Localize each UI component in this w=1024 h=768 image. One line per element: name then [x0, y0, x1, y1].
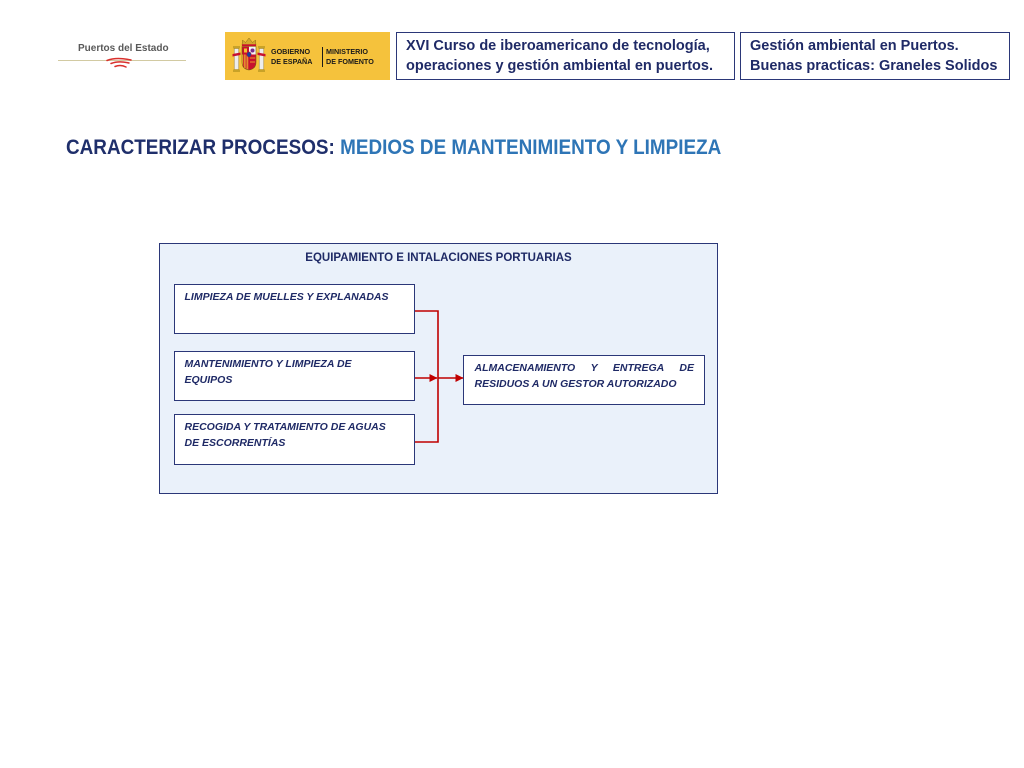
gobierno-label: [271, 47, 312, 67]
coat-of-arms-shield: [242, 47, 256, 71]
ministerio-label-line2: DE FOMENTO: [326, 57, 374, 66]
topic-title-line2: Buenas practicas: Graneles Solidos: [750, 58, 998, 74]
target-box-label-line2: RESIDUOS A UN GESTOR AUTORIZADO: [474, 378, 677, 390]
topic-title-line1: Gestión ambiental en Puertos.: [750, 38, 959, 54]
coat-of-arms-pillar-right: [258, 46, 266, 72]
process-box-limpieza-muelles: [174, 284, 415, 334]
ministerio-label: [326, 47, 374, 67]
process-box-label-line1: RECOGIDA Y TRATAMIENTO DE AGUAS: [184, 420, 386, 433]
process-box-label-line2: EQUIPOS: [184, 373, 233, 386]
topic-title-box: [740, 32, 1010, 80]
course-title-line2: operaciones y gestión ambiental en puertos.: [406, 58, 713, 74]
target-box-label-line1: ALMACENAMIENTO Y ENTREGA DE: [474, 362, 694, 374]
course-title-line1: XVI Curso de iberoamericano de tecnología,: [406, 38, 710, 54]
target-box-almacenamiento-residuos: [463, 355, 705, 405]
slide-title-prefix: CARACTERIZAR PROCESOS:: [66, 136, 335, 159]
slide-title-highlight: MEDIOS DE MANTENIMIENTO Y LIMPIEZA: [340, 136, 722, 159]
coat-of-arms-icon: [232, 36, 266, 76]
logo-separator: [322, 47, 323, 67]
process-box-recogida-aguas: [174, 414, 415, 465]
gobierno-label-line1: GOBIERNO: [271, 47, 311, 56]
process-box-label-line2: DE ESCORRENTÍAS: [184, 436, 286, 449]
diagram-heading: EQUIPAMIENTO E INTALACIONES PORTUARIAS: [305, 252, 572, 264]
process-box-mantenimiento-equipos: [174, 351, 415, 401]
puertos-del-estado-mark-icon: [104, 57, 134, 69]
gobierno-label-line2: DE ESPAÑA: [271, 57, 313, 66]
process-box-label-line1: MANTENIMIENTO Y LIMPIEZA DE: [184, 357, 352, 370]
puertos-del-estado-logo-text: Puertos del Estado: [78, 43, 169, 54]
coat-of-arms-crown: [242, 38, 256, 46]
course-title-box: [396, 32, 735, 80]
coat-of-arms-pillar-left: [233, 46, 241, 72]
process-box-label: LIMPIEZA DE MUELLES Y EXPLANADAS: [184, 290, 389, 303]
slide-title: [66, 136, 721, 160]
gobierno-espana-logo: [225, 32, 390, 80]
ministerio-label-line1: MINISTERIO: [326, 47, 368, 56]
